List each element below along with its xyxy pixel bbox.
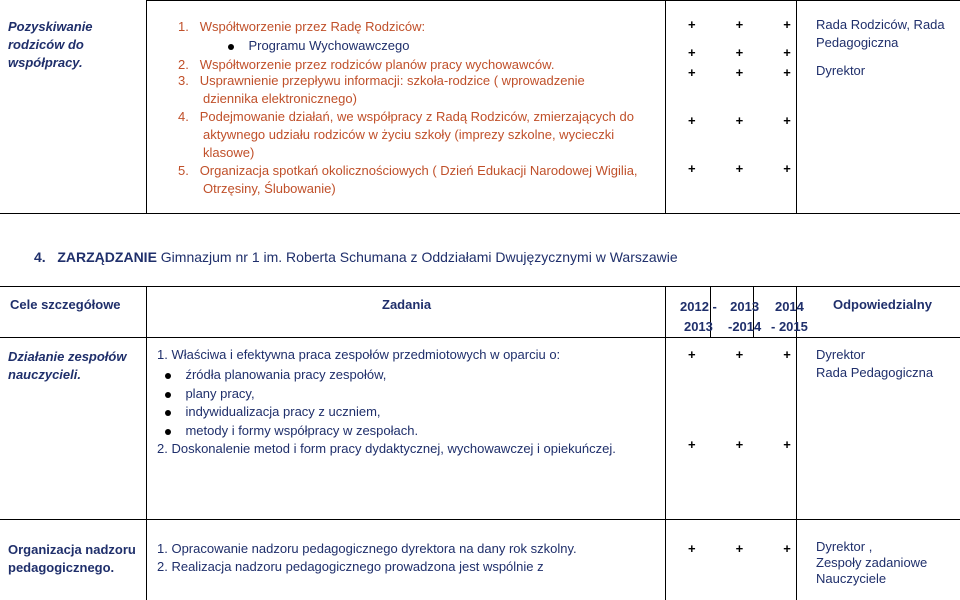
header-year-line: -2014 <box>728 319 762 334</box>
goal-supervision-label <box>8 541 136 577</box>
header-year-line: 2012 - <box>680 299 717 314</box>
header-year-line: 2013 <box>730 299 760 314</box>
task-item-4-cont: klasowe) <box>203 145 255 160</box>
header-goals: Cele szczegółowe <box>10 297 121 312</box>
team-responsible <box>816 346 933 382</box>
section-heading <box>34 249 678 265</box>
goal-label-line: nauczycieli. <box>8 367 81 382</box>
task-item-4: 4. Podejmowanie działań, we współpracy z Radą Rodziców, zmierzających do <box>178 109 634 124</box>
responsible-line: Dyrektor , <box>816 539 873 554</box>
supervision-responsible <box>816 539 927 587</box>
team-task-item: 2. Doskonalenie metod i form pracy dydaktycznej, wychowawczej i opiekuńczej. <box>157 441 616 456</box>
header-year-2 <box>728 297 761 337</box>
header-tasks: Zadania <box>382 297 432 312</box>
responsible-line: Rada Pedagogiczna <box>816 365 934 380</box>
bullet-icon <box>228 44 234 50</box>
responsible-line: Nauczyciele <box>816 571 887 586</box>
header-responsible: Odpowiedzialny <box>833 297 932 312</box>
header-cell <box>796 287 960 338</box>
header-year-3 <box>771 297 808 337</box>
goal-label-line: pedagogicznego. <box>8 560 115 575</box>
responsible-line: Zespoły zadaniowe <box>816 555 928 570</box>
responsible-line: Pedagogiczna <box>816 35 899 50</box>
plus-row: + + + <box>688 45 791 60</box>
plus-row: + + + <box>688 65 791 80</box>
supervision-task-item: 2. Realizacja nadzoru pedagogicznego prowadzona jest wspólnie z <box>157 559 544 574</box>
supervision-task-item: 1. Opracowanie nadzoru pedagogicznego dyrektora na dany rok szkolny. <box>157 541 577 556</box>
team-bullet: indywidualizacja pracy z uczniem, <box>165 403 381 421</box>
header-year-line: - 2015 <box>771 319 808 334</box>
task-item-4-cont: aktywnego udziału rodziców w życiu szkoły (imprezy szkolne, wycieczki <box>203 127 615 142</box>
plus-row: + + + <box>688 541 791 556</box>
header-year-line: 2014 <box>774 299 804 314</box>
team-bullet: plany pracy, <box>165 385 255 403</box>
responsible-line: Rada Rodziców, Rada <box>816 17 945 32</box>
body-cell <box>665 338 796 520</box>
plus-row: + + + <box>688 437 791 452</box>
bullet-icon <box>165 429 171 435</box>
task-item-5-cont: Otrzęsiny, Ślubowanie) <box>203 181 336 196</box>
goal-label-line: Organizacja nadzoru <box>8 542 136 557</box>
task-item-2: 2. Współtworzenie przez rodziców planów pracy wychowawców. <box>178 57 555 72</box>
goal-label <box>8 18 93 72</box>
task-item-1: 1. Współtworzenie przez Radę Rodziców: <box>178 19 426 34</box>
responsible-1 <box>816 16 945 80</box>
header-year-line: 2013 <box>683 319 713 334</box>
goal-team-label <box>8 348 126 384</box>
task-item-3: 3. Usprawnienie przepływu informacji: szkoła-rodzice ( wprowadzenie <box>178 73 585 88</box>
plus-row: + + + <box>688 113 791 128</box>
plus-row: + + + <box>688 17 791 32</box>
team-bullet: źródła planowania pracy zespołów, <box>165 366 386 384</box>
goal-label-line: Pozyskiwanie <box>8 19 93 34</box>
goal-label-line: współpracy. <box>8 55 83 70</box>
team-task-item: 1. Właściwa i efektywna praca zespołów przedmiotowych w oparciu o: <box>157 347 561 362</box>
header-cell <box>0 287 146 338</box>
goal-label-line: rodziców do <box>8 37 84 52</box>
goal-label-line: Działanie zespołów <box>8 349 127 364</box>
heading-number: 4. <box>34 249 46 265</box>
header-cell <box>146 287 665 338</box>
heading-title: ZARZĄDZANIE <box>57 249 157 265</box>
bullet-icon <box>165 410 171 416</box>
task-item-5: 5. Organizacja spotkań okolicznościowych ( Dzień Edukacji Narodowej Wigilia, <box>178 163 638 178</box>
responsible-line: Dyrektor <box>816 347 866 362</box>
plus-row: + + + <box>688 161 791 176</box>
header-year-1 <box>680 297 717 337</box>
plus-row: + + + <box>688 347 791 362</box>
task-item-3-cont: dziennika elektronicznego) <box>203 91 357 106</box>
task-subitem: Programu Wychowawczego <box>228 37 409 55</box>
responsible-line: Dyrektor <box>816 63 866 78</box>
bullet-icon <box>165 373 171 379</box>
bullet-icon <box>165 392 171 398</box>
heading-rest: Gimnazjum nr 1 im. Roberta Schumana z Oddziałami Dwujęzycznymi w Warszawie <box>156 249 678 265</box>
team-bullet: metody i formy współpracy w zespołach. <box>165 422 418 440</box>
